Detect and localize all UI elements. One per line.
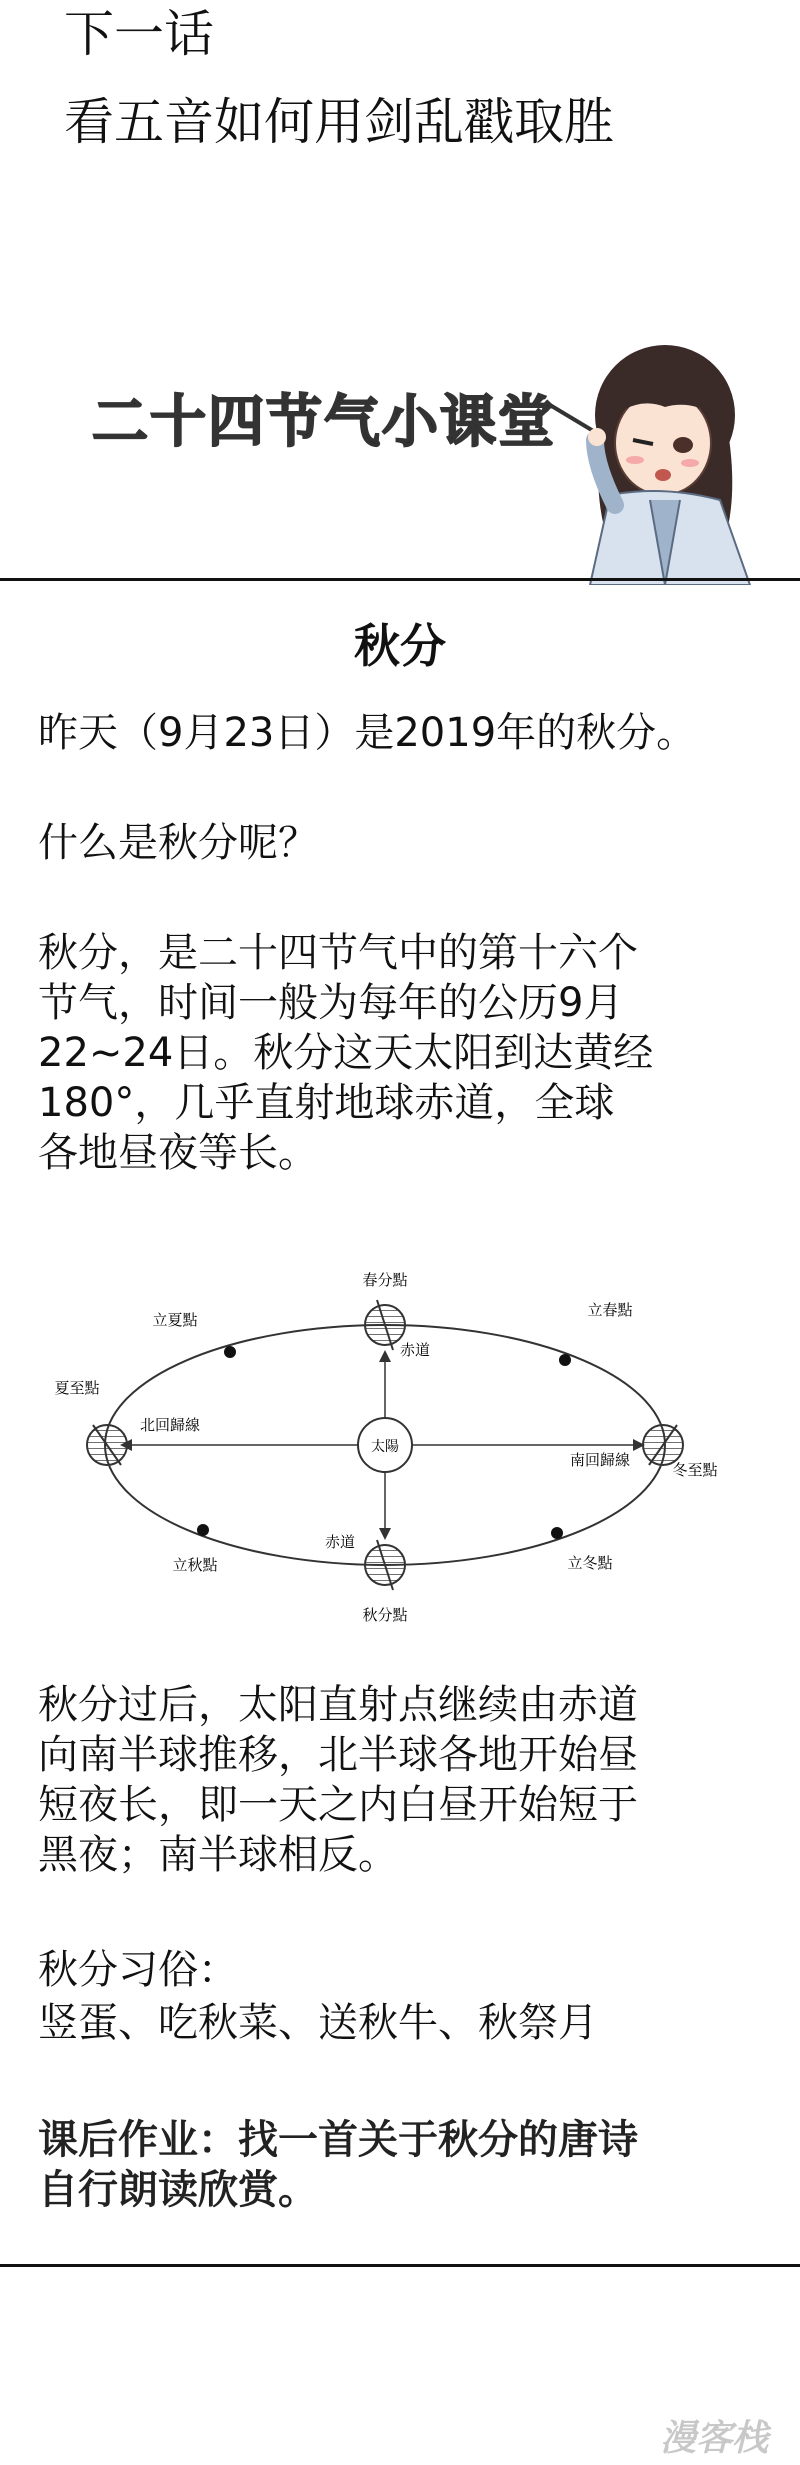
point-marker-start-winter xyxy=(551,1527,563,1539)
lesson-frame-bottom xyxy=(0,2264,800,2267)
definition-line: 180°，几乎直射地球赤道，全球 xyxy=(38,1080,615,1126)
homework-note xyxy=(38,2115,778,2215)
homework-line: 自行朗读欣赏。 xyxy=(38,2167,318,2213)
definition-line: 各地昼夜等长。 xyxy=(38,1130,318,1176)
start-winter-label: 立冬點 xyxy=(567,1554,613,1572)
lesson-title: 秋分 xyxy=(354,619,446,673)
customs-title: 秋分习俗： xyxy=(38,1947,238,1993)
globe-icon-winter xyxy=(643,1425,683,1465)
start-spring-label: 立春點 xyxy=(587,1301,633,1319)
autumn-equinox-label: 秋分點 xyxy=(362,1606,408,1624)
orbit-diagram xyxy=(45,1250,745,1630)
next-episode-label: 下一话 xyxy=(64,5,214,63)
winter-solstice-label: 冬至點 xyxy=(672,1461,718,1479)
sun-label: 太陽 xyxy=(371,1439,399,1455)
after-line: 秋分过后，太阳直射点继续由赤道 xyxy=(38,1682,638,1728)
equator-label-bottom: 赤道 xyxy=(324,1533,356,1551)
lesson-paragraph-definition xyxy=(38,928,768,1178)
after-line: 向南半球推移，北半球各地开始昼 xyxy=(38,1732,638,1778)
definition-line: 22~24日。秋分这天太阳到达黄经 xyxy=(38,1030,654,1076)
homework-line: 课后作业：找一首关于秋分的唐诗 xyxy=(38,2117,638,2163)
after-line: 短夜长，即一天之内白昼开始短于 xyxy=(38,1782,638,1828)
next-episode-title: 看五音如何用剑乱戳取胜 xyxy=(64,93,614,151)
customs-list: 竖蛋、吃秋菜、送秋牛、秋祭月 xyxy=(38,2000,598,2046)
point-marker-start-spring xyxy=(559,1354,571,1366)
definition-line: 节气，时间一般为每年的公历9月 xyxy=(38,980,624,1026)
lesson-banner-title: 二十四节气小课堂 xyxy=(92,390,556,455)
tropic-south-label: 南回歸線 xyxy=(569,1451,631,1469)
globe-icon-autumn xyxy=(365,1540,405,1590)
globe-icon-summer xyxy=(87,1425,127,1465)
lesson-paragraph-question: 什么是秋分呢？ xyxy=(38,820,318,866)
watermark-logo: 漫客栈 xyxy=(660,2418,769,2459)
lesson-frame-top xyxy=(0,578,800,581)
spring-equinox-label: 春分點 xyxy=(362,1271,408,1289)
after-line: 黑夜；南半球相反。 xyxy=(38,1832,398,1878)
start-autumn-label: 立秋點 xyxy=(172,1556,218,1574)
equator-label-top: 赤道 xyxy=(399,1341,431,1359)
point-marker-start-autumn xyxy=(197,1524,209,1536)
tropic-north-label: 北回歸線 xyxy=(139,1416,201,1434)
teacher-character-illustration xyxy=(515,335,800,585)
summer-solstice-label: 夏至點 xyxy=(54,1379,100,1397)
lesson-paragraph-date: 昨天（9月23日）是2019年的秋分。 xyxy=(38,710,697,756)
point-marker-start-summer xyxy=(224,1346,236,1358)
lesson-paragraph-after xyxy=(38,1680,768,1880)
definition-line: 秋分，是二十四节气中的第十六个 xyxy=(38,930,638,976)
start-summer-label: 立夏點 xyxy=(152,1311,198,1329)
